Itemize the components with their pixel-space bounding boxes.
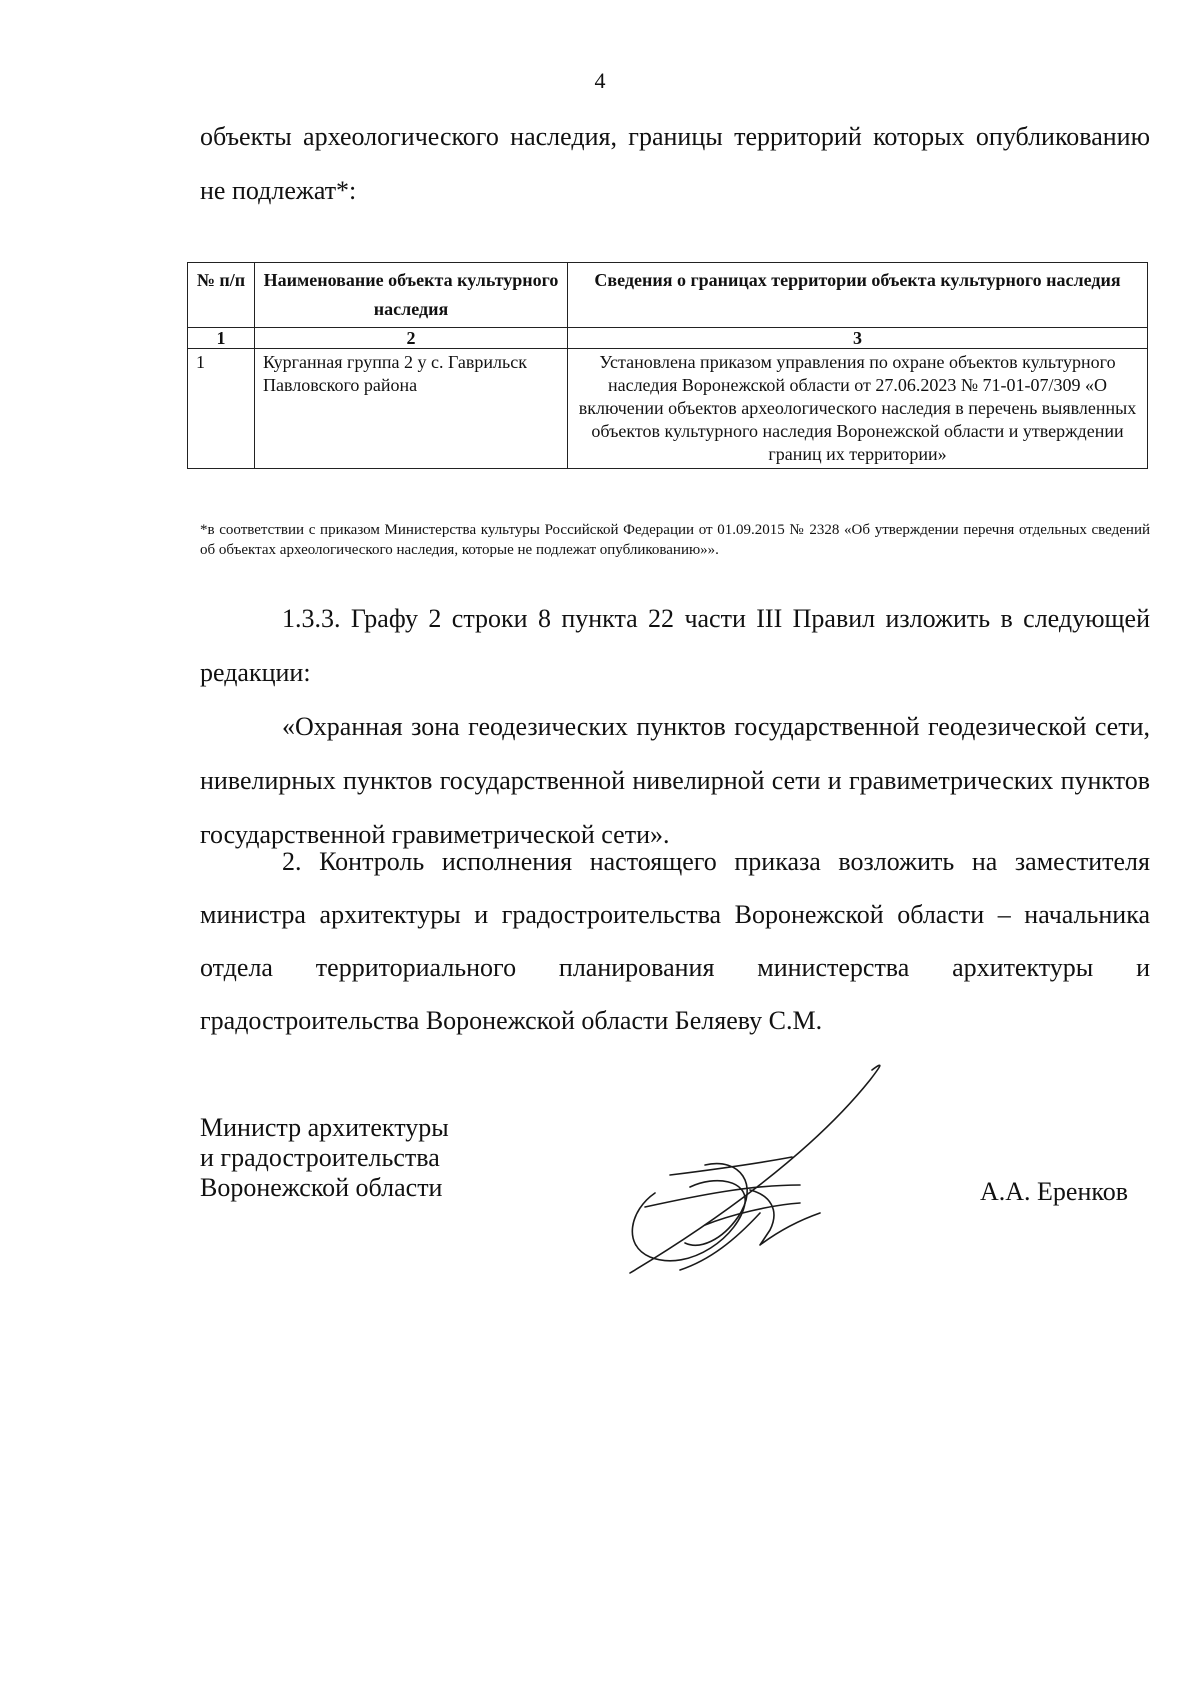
row-boundary-info: Установлена приказом управления по охране объектов культурного наследия Воронежской области от 27.06.2023 № 71-01-07/309 «О включении объектов археологического наследия в перечень выявленных объектов культурного наследия Воронежской области и утверждении границ их территории» [568,349,1148,469]
table-row [188,349,1148,469]
row-object-name: Курганная группа 2 у с. Гаврильск Павловского района [255,349,568,469]
column-number-1: 1 [188,328,255,349]
quoted-text: «Охранная зона геодезических пунктов государственной геодезической сети, нивелирных пунктов государственной нивелирной сети и гравиметрических пунктов государственной гравиметрической сети». [200,712,1150,849]
header-number: № п/п [188,263,255,328]
signatory-title [200,1113,449,1203]
signatory-title-line: Воронежской области [200,1173,443,1202]
paragraph-2: 2. Контроль исполнения настоящего приказа возложить на заместителя министра архитектуры и градостроительства Воронежской области – начальника отдела территориального планирования министерства архитектуры и градостроительства Воронежской области Беляеву С.М. [200,847,1150,1035]
header-boundary-info: Сведения о границах территории объекта культурного наследия [568,263,1148,328]
signer-name: А.А. Еренков [980,1177,1128,1206]
intro-text: объекты археологического наследия, границы территорий которых опубликованию не подлежат*: [200,122,1150,205]
signatory-title-line: Министр архитектуры [200,1113,449,1142]
row-number: 1 [188,349,255,469]
table-header-row [188,263,1148,328]
footnote: *в соответствии с приказом Министерства культуры Российской Федерации от 01.09.2015 № 2328 «Об утверждении перечня отдельных сведений об объектах археологического наследия, которые не подлежат опубликованию»». [200,522,1150,558]
page-number: 4 [594,68,606,93]
handwritten-signature [610,1045,970,1295]
paragraph-1-3-3: 1.3.3. Графу 2 строки 8 пункта 22 части III Правил изложить в следующей редакции: [200,604,1150,687]
heritage-table [187,262,1148,469]
column-number-2: 2 [255,328,568,349]
signatory-title-line: и градостроительства [200,1143,440,1172]
column-number-3: 3 [568,328,1148,349]
table-column-number-row [188,328,1148,349]
header-object-name: Наименование объекта культурного наследия [255,263,568,328]
